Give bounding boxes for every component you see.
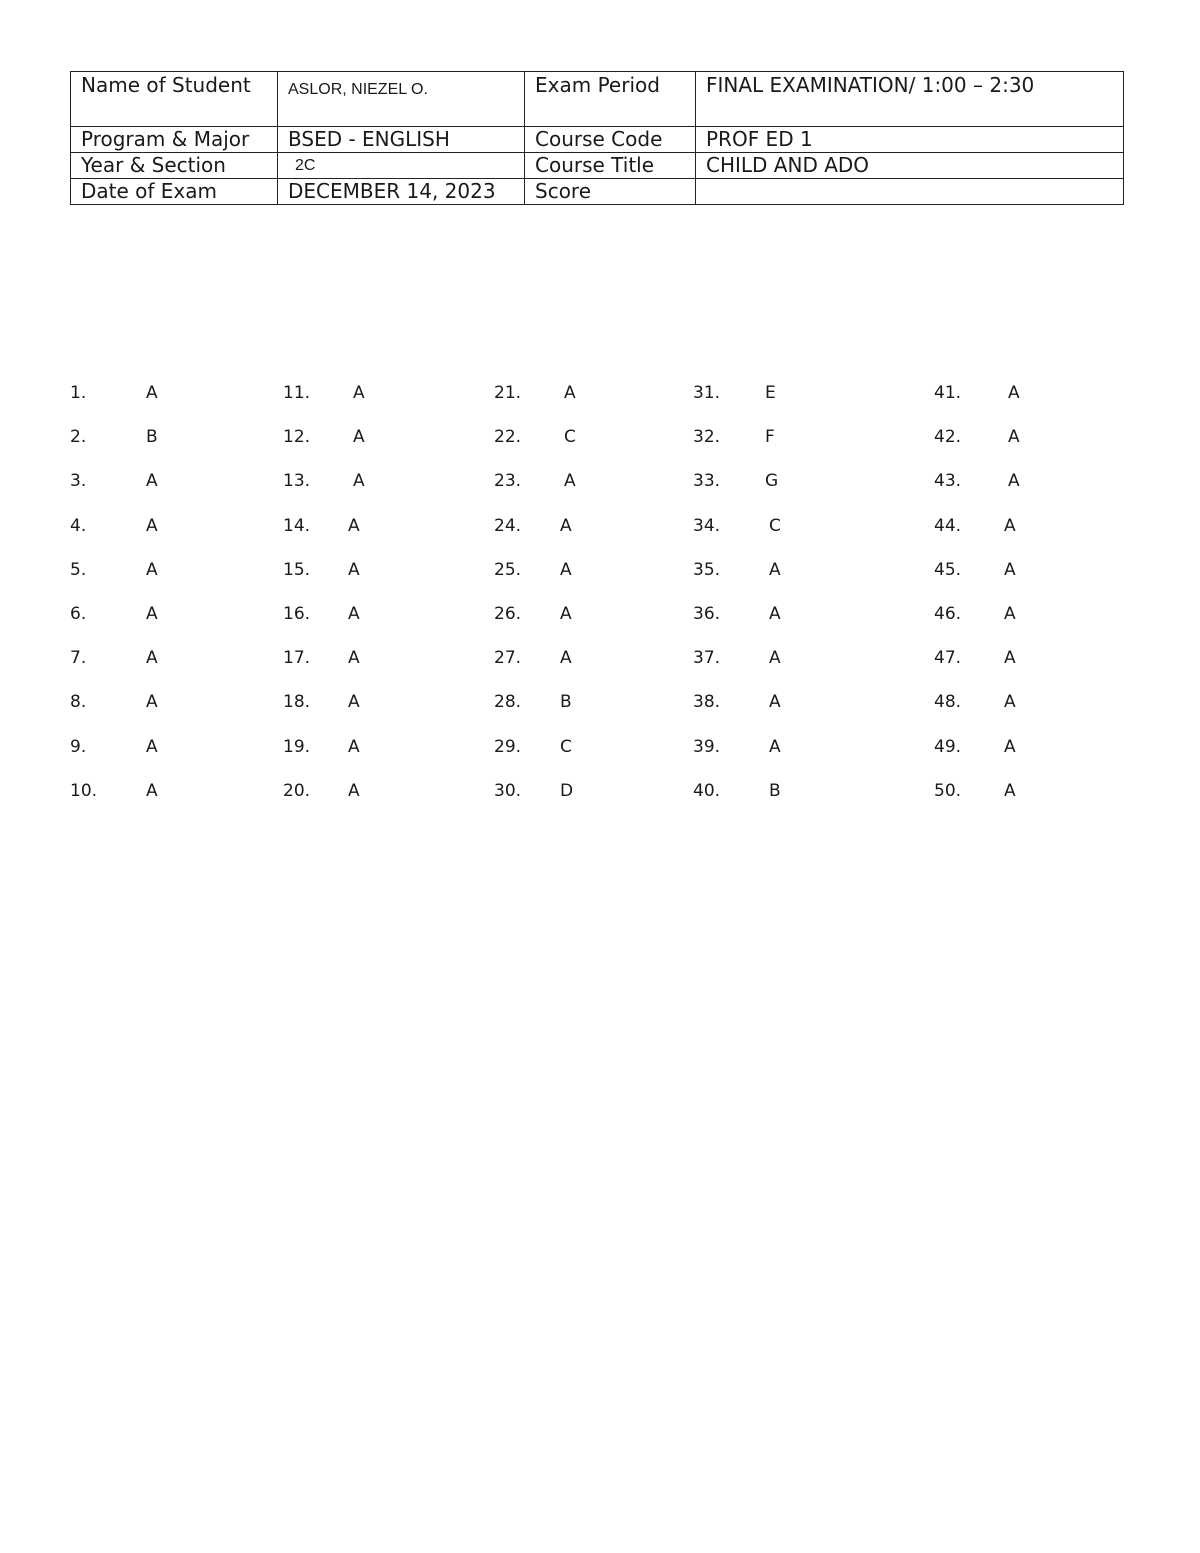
answer-letter: A <box>1004 692 1016 713</box>
answer-number: 23. <box>494 471 522 492</box>
answer-number: 41. <box>934 383 962 403</box>
answer-number: 45. <box>934 559 962 580</box>
answer-number: 25. <box>494 559 522 580</box>
answer-number: 37. <box>693 648 721 669</box>
answer-number: 21. <box>494 383 522 403</box>
answer-number: 50. <box>934 780 962 801</box>
answer-number: 13. <box>283 471 311 492</box>
program-label: Program & Major <box>71 127 278 153</box>
answer-letter: A <box>560 515 572 536</box>
answer-number: 1. <box>70 383 87 403</box>
answer-number: 27. <box>494 648 522 669</box>
answer-number: 8. <box>70 692 87 713</box>
answer-number: 35. <box>693 559 721 580</box>
answer-letter: B <box>560 692 572 713</box>
answer-letter: A <box>564 383 576 403</box>
answer-number: 30. <box>494 780 522 801</box>
answer-letter: A <box>348 604 360 624</box>
answer-number: 29. <box>494 736 522 757</box>
answer-number: 3. <box>70 471 87 492</box>
answer-number: 26. <box>494 604 522 624</box>
answer-number: 2. <box>70 427 87 448</box>
answer-number: 18. <box>283 692 311 713</box>
course-code-label: Course Code <box>525 127 696 153</box>
answer-letter: A <box>560 648 572 669</box>
answer-number: 49. <box>934 736 962 757</box>
answer-number: 7. <box>70 648 87 669</box>
answer-number: 28. <box>494 692 522 713</box>
answer-letter: A <box>353 383 365 403</box>
answer-number: 17. <box>283 648 311 669</box>
answer-number: 19. <box>283 736 311 757</box>
answer-letter: A <box>146 471 158 492</box>
answer-number: 32. <box>693 427 721 448</box>
answer-number: 34. <box>693 515 721 536</box>
answer-letter: A <box>353 471 365 492</box>
answer-letter: A <box>769 692 781 713</box>
exam-period-label: Exam Period <box>525 72 696 127</box>
answer-letter: A <box>1004 559 1016 580</box>
answer-number: 20. <box>283 780 311 801</box>
answer-number: 42. <box>934 427 962 448</box>
answer-number: 5. <box>70 559 87 580</box>
answer-letter: A <box>146 604 158 624</box>
answer-number: 33. <box>693 471 721 492</box>
answer-number: 22. <box>494 427 522 448</box>
answer-letter: A <box>560 559 572 580</box>
answer-letter: A <box>348 692 360 713</box>
answer-number: 16. <box>283 604 311 624</box>
answer-letter: A <box>1004 648 1016 669</box>
answer-number: 31. <box>693 383 721 403</box>
answer-letter: B <box>769 780 781 801</box>
answer-number: 48. <box>934 692 962 713</box>
answer-number: 10. <box>70 780 98 801</box>
course-code-value: PROF ED 1 <box>696 127 1124 153</box>
answer-letter: A <box>1004 736 1016 757</box>
answer-letter: A <box>1008 471 1020 492</box>
answer-number: 11. <box>283 383 311 403</box>
answer-number: 39. <box>693 736 721 757</box>
answer-number: 46. <box>934 604 962 624</box>
year-value: 2C <box>278 153 525 179</box>
answer-letter: A <box>146 383 158 403</box>
answer-letter: A <box>348 648 360 669</box>
answer-letter: A <box>348 559 360 580</box>
answer-letter: F <box>765 427 775 448</box>
answer-letter: A <box>564 471 576 492</box>
answer-number: 43. <box>934 471 962 492</box>
score-label: Score <box>525 179 696 205</box>
answer-number: 6. <box>70 604 87 624</box>
program-value: BSED - ENGLISH <box>278 127 525 153</box>
answer-letter: A <box>1004 604 1016 624</box>
course-title-label: Course Title <box>525 153 696 179</box>
answer-number: 15. <box>283 559 311 580</box>
answer-letter: A <box>1004 515 1016 536</box>
answer-letter: C <box>560 736 572 757</box>
answer-letter: A <box>1004 780 1016 801</box>
answer-number: 44. <box>934 515 962 536</box>
answer-letter: A <box>146 559 158 580</box>
answer-letter: A <box>348 780 360 801</box>
answer-letter: C <box>564 427 576 448</box>
answer-letter: A <box>348 515 360 536</box>
answer-letter: A <box>1008 383 1020 403</box>
answer-letter: G <box>765 471 779 492</box>
answer-letter: D <box>560 780 574 801</box>
answer-letter: A <box>146 692 158 713</box>
answer-letter: A <box>1008 427 1020 448</box>
answer-number: 47. <box>934 648 962 669</box>
answer-number: 40. <box>693 780 721 801</box>
date-label: Date of Exam <box>71 179 278 205</box>
year-label: Year & Section <box>71 153 278 179</box>
answer-letter: B <box>146 427 158 448</box>
answer-letter: A <box>769 736 781 757</box>
course-title-value: CHILD AND ADO <box>696 153 1124 179</box>
name-label: Name of Student <box>71 72 278 127</box>
answer-number: 38. <box>693 692 721 713</box>
answer-letter: C <box>769 515 781 536</box>
answer-letter: A <box>560 604 572 624</box>
answer-number: 4. <box>70 515 87 536</box>
answer-letter: A <box>769 648 781 669</box>
answer-letter: A <box>769 559 781 580</box>
date-value: DECEMBER 14, 2023 <box>278 179 525 205</box>
answer-letter: A <box>348 736 360 757</box>
answer-letter: A <box>146 648 158 669</box>
answer-number: 24. <box>494 515 522 536</box>
answer-number: 36. <box>693 604 721 624</box>
answer-letter: A <box>353 427 365 448</box>
answer-letter: A <box>146 736 158 757</box>
answer-number: 12. <box>283 427 311 448</box>
answer-number: 9. <box>70 736 87 757</box>
name-value: ASLOR, NIEZEL O. <box>278 72 525 127</box>
answer-number: 14. <box>283 515 311 536</box>
exam-period-value: FINAL EXAMINATION/ 1:00 – 2:30 <box>696 72 1124 127</box>
answer-letter: A <box>146 780 158 801</box>
answer-letter: A <box>769 604 781 624</box>
answer-letter: A <box>146 515 158 536</box>
answer-letter: E <box>765 383 776 403</box>
